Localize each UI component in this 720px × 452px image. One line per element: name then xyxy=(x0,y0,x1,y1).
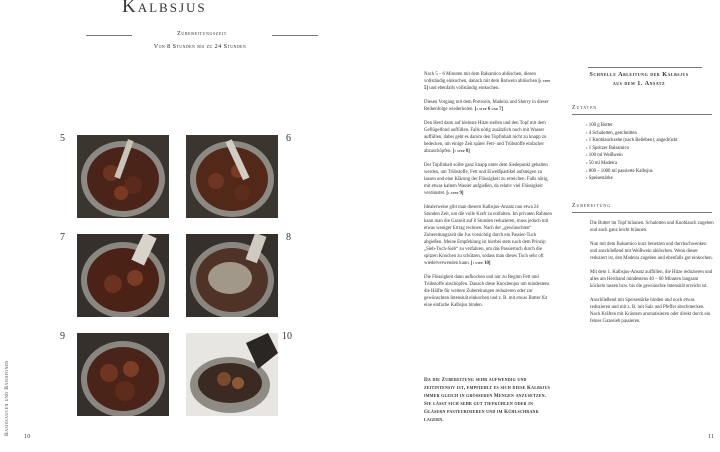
prep-paragraph: Anschließend mit Speisestärke binden und noch etwas reduzieren und mit z. B. mit Salz und Pfeffer abschmecken. Nach Kräften mit Kräutern aromatisieren oder direkt durch ein feines Gazesieb passieren. xyxy=(590,298,711,324)
step-number-9: 9 xyxy=(60,331,65,342)
paragraph-step-10: Idealerweise gibt man diesem Kalbsjus-Ansatz nun etwa 24 Stunden Zeit, um die volle Kraft zu entfalten. Im privaten Rahmen kann man die Garzeit auf 8 Stunden reduzieren, muss jedoch mit etwas weniger Ertrag rechnen. Nach der „gewünschten“ Zubereitungszeit die Jus vorsichtig durch ein Passier-Tuch abgießen. Meine Empfehlung ist hierbei stets nach dem Prinzip „Sieb-Tuch-Sieb“ zu verfahren, um das Passiertuch durch die spitzen Knochen zu schützen, sodass man dieses Tuch sehr oft wiederverwenden kann. [› step 10] xyxy=(424,205,552,266)
tip-box: Da die Zubereitung sehr aufwendig und zeitintensiv ist, empfiehlt es sich diese Kalbsjus immer gleich in größeren Mengen anzusetzen. Sie lässt sich sehr gut tiefkühlen oder in Gläsern pasteurisieren und im Kühlschrank lagern. xyxy=(424,377,551,423)
step-number-6: 6 xyxy=(286,133,291,144)
rule-left xyxy=(86,35,132,36)
ingredient-item: › 100 ml Weißwein xyxy=(586,152,706,160)
step-9-photo xyxy=(77,333,169,416)
ingredients-title: Zutaten xyxy=(572,105,598,111)
step-8-photo xyxy=(186,234,278,317)
step-7-photo xyxy=(77,234,169,317)
quick-title: Schnelle Ableitung der Kalbsjus aus dem 1. Ansatz xyxy=(589,71,689,87)
step-ref: [› step 10] xyxy=(471,261,491,266)
step-5-photo xyxy=(77,135,169,218)
prep-rule xyxy=(572,212,712,213)
prep-column xyxy=(590,220,714,332)
paragraph-final: Die Flüssigkeit dann aufkochen und nur zu Beginn Fett und Trübstoffe abschöpfen. Danach diese Knochenjus um mindestens die Hälfte für weitere Zubereitungen reduzieren oder zur gewünschten Intensität einkochen und z. B. mit etwas Butter für eine einfache Kalbsjus binden. xyxy=(424,275,550,308)
ingredient-item: › 1 Knoblauchzehe (nach Belieben), angedrückt xyxy=(586,137,706,145)
quick-rule-top xyxy=(588,67,702,68)
paragraph-step-9: Der Topfinhalt sollte ganz knapp unter dem Siedepunkt gehalten werden, um Trübstoffe, Fett und Eiweißpartikel aufsteigen zu lassen und eine Klärung der Flüssigkeit zu erreichen. Falls nötig, mit etwas kaltem Wasser aufgießen, da relativ viel Flüssigkeit verdunstet. [› step 9] xyxy=(424,163,549,196)
prep-paragraph: Mit dem 1. Kalbsjus-Ansatz auffüllen, die Hitze reduzieren und alles am Herdrand mindestens 40 – 60 Minuten langsam köcheln lassen bzw. bis die gewünschte Intensität erreicht ist. xyxy=(590,270,713,289)
ingredients-list xyxy=(586,122,706,183)
step-ref: [› step 8] xyxy=(452,149,470,154)
section-sidebar: Basissaucen und Basisfonds xyxy=(4,360,10,436)
step-6-photo xyxy=(186,135,278,218)
page-number-left: 10 xyxy=(24,433,31,440)
step-ref: [› step 9] xyxy=(446,191,464,196)
ingredient-item: › 100 g Butter xyxy=(586,122,706,130)
step-number-7: 7 xyxy=(60,232,65,243)
prep-paragraph: Die Butter im Topf bräunen. Schalotten und Knoblauch zugeben und auch ganz leicht bräunen. xyxy=(590,221,714,233)
ingredient-item: › 4 Schalotten, geschnitten xyxy=(586,130,706,138)
step-10-photo xyxy=(186,333,278,416)
step-number-5: 5 xyxy=(60,133,65,144)
ingredient-item: › 50 ml Madeira xyxy=(586,160,706,168)
ingredients-rule xyxy=(572,114,712,115)
step-number-10: 10 xyxy=(282,331,292,342)
middle-column xyxy=(424,71,554,316)
step-number-8: 8 xyxy=(286,232,291,243)
prep-label: Zubereitungszeit xyxy=(177,31,227,37)
paragraph-step-5: Nach 5 – 6 Minuten mit dem Balsamico ablöschen, diesen vollständig einkochen, danach mit dem Rotwein ablöschen [› step 5] und ebenfalls vollständig einkochen. xyxy=(424,72,551,91)
prep-value: Von 8 Stunden bis zu 24 Stunden xyxy=(153,43,247,50)
paragraph-step-6-7: Diesen Vorgang mit dem Portwein, Madeira und Sherry in dieser Reihenfolge wiederholen. [› step 6 und 7] xyxy=(424,100,549,112)
step-ref: [› step 5] xyxy=(424,79,551,91)
ingredient-item: › 800 – 1000 ml passierte Kalbsjus xyxy=(586,168,706,176)
page-title: Kalbsjus xyxy=(122,0,207,17)
ingredient-item: › 1 Spritzer Balsamico xyxy=(586,145,706,153)
rule-right xyxy=(272,35,318,36)
paragraph-step-8: Den Herd dann auf kleinste Hitze stellen und den Topf mit dem Geflügelfond auffüllen. Falls nötig zusätzlich noch mit Wasser auffüllen, dabei geht es darum den Topfinhalt nicht zu knapp zu bedecken, um einige Zeit später Fett- und Trübstoffe einfacher abzuschöpfen. [› step 8] xyxy=(424,121,547,154)
page-number-right: 11 xyxy=(708,433,715,440)
ingredient-item: › Speisestärke xyxy=(586,175,706,183)
prep-paragraph: Nun mit dem Balsamico kurz benetzen und durchschwenken und anschließend mit Weißwein ablöschen. Wenn dieser reduziert ist, den Madeira zugeben und ebenfalls gut einkochen. xyxy=(590,242,713,261)
prep-title: Zubereitung xyxy=(572,203,611,209)
step-ref: [› step 6 und 7] xyxy=(474,107,504,112)
